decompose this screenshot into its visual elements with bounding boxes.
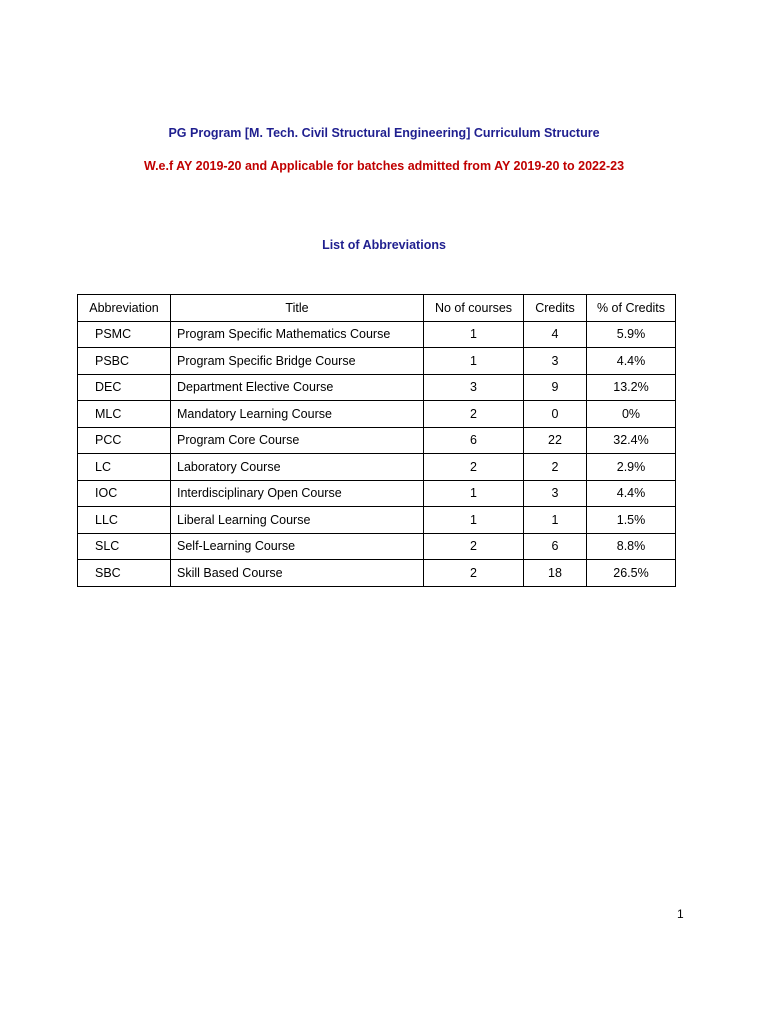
cell-courses: 1: [424, 348, 524, 375]
table-row: [78, 321, 676, 348]
page-title: PG Program [M. Tech. Civil Structural Engineering] Curriculum Structure: [168, 126, 600, 140]
column-header-percent-credits: % of Credits: [587, 295, 676, 322]
cell-percent: 8.8%: [587, 533, 676, 560]
cell-credits: 6: [524, 533, 587, 560]
cell-abbreviation: MLC: [78, 401, 171, 428]
cell-percent: 13.2%: [587, 374, 676, 401]
cell-title: Program Specific Bridge Course: [171, 348, 424, 375]
cell-percent: 4.4%: [587, 480, 676, 507]
cell-abbreviation: PSMC: [78, 321, 171, 348]
table-row: [78, 374, 676, 401]
cell-percent: 26.5%: [587, 560, 676, 587]
cell-credits: 4: [524, 321, 587, 348]
cell-credits: 9: [524, 374, 587, 401]
cell-abbreviation: SLC: [78, 533, 171, 560]
cell-courses: 2: [424, 533, 524, 560]
cell-percent: 32.4%: [587, 427, 676, 454]
cell-courses: 6: [424, 427, 524, 454]
cell-courses: 2: [424, 454, 524, 481]
cell-courses: 3: [424, 374, 524, 401]
column-header-title: Title: [171, 295, 424, 322]
page-subtitle: W.e.f AY 2019-20 and Applicable for batches admitted from AY 2019-20 to 2022-23: [143, 159, 625, 173]
cell-abbreviation: SBC: [78, 560, 171, 587]
cell-title: Liberal Learning Course: [171, 507, 424, 534]
table-row: [78, 348, 676, 375]
cell-credits: 18: [524, 560, 587, 587]
cell-abbreviation: LLC: [78, 507, 171, 534]
cell-credits: 1: [524, 507, 587, 534]
list-heading: List of Abbreviations: [322, 238, 446, 252]
cell-title: Laboratory Course: [171, 454, 424, 481]
cell-percent: 5.9%: [587, 321, 676, 348]
table-row: [78, 480, 676, 507]
cell-credits: 3: [524, 348, 587, 375]
cell-courses: 1: [424, 480, 524, 507]
cell-courses: 2: [424, 401, 524, 428]
table-row: [78, 560, 676, 587]
cell-abbreviation: IOC: [78, 480, 171, 507]
table-row: [78, 533, 676, 560]
cell-credits: 2: [524, 454, 587, 481]
cell-percent: 2.9%: [587, 454, 676, 481]
table-row: [78, 427, 676, 454]
cell-courses: 1: [424, 507, 524, 534]
cell-percent: 4.4%: [587, 348, 676, 375]
cell-credits: 0: [524, 401, 587, 428]
column-header-credits: Credits: [524, 295, 587, 322]
cell-percent: 0%: [587, 401, 676, 428]
column-header-no-of-courses: No of courses: [424, 295, 524, 322]
cell-title: Self-Learning Course: [171, 533, 424, 560]
cell-title: Program Specific Mathematics Course: [171, 321, 424, 348]
table-row: [78, 401, 676, 428]
page-number: 1: [677, 907, 684, 921]
cell-title: Department Elective Course: [171, 374, 424, 401]
abbreviations-table: [77, 294, 676, 587]
cell-courses: 1: [424, 321, 524, 348]
cell-abbreviation: PSBC: [78, 348, 171, 375]
cell-title: Mandatory Learning Course: [171, 401, 424, 428]
cell-credits: 22: [524, 427, 587, 454]
column-header-abbreviation: Abbreviation: [78, 295, 171, 322]
table-row: [78, 454, 676, 481]
cell-title: Program Core Course: [171, 427, 424, 454]
table-header-row: [78, 295, 676, 322]
table-row: [78, 507, 676, 534]
cell-percent: 1.5%: [587, 507, 676, 534]
cell-credits: 3: [524, 480, 587, 507]
cell-abbreviation: LC: [78, 454, 171, 481]
cell-title: Interdisciplinary Open Course: [171, 480, 424, 507]
cell-courses: 2: [424, 560, 524, 587]
cell-abbreviation: PCC: [78, 427, 171, 454]
cell-title: Skill Based Course: [171, 560, 424, 587]
cell-abbreviation: DEC: [78, 374, 171, 401]
